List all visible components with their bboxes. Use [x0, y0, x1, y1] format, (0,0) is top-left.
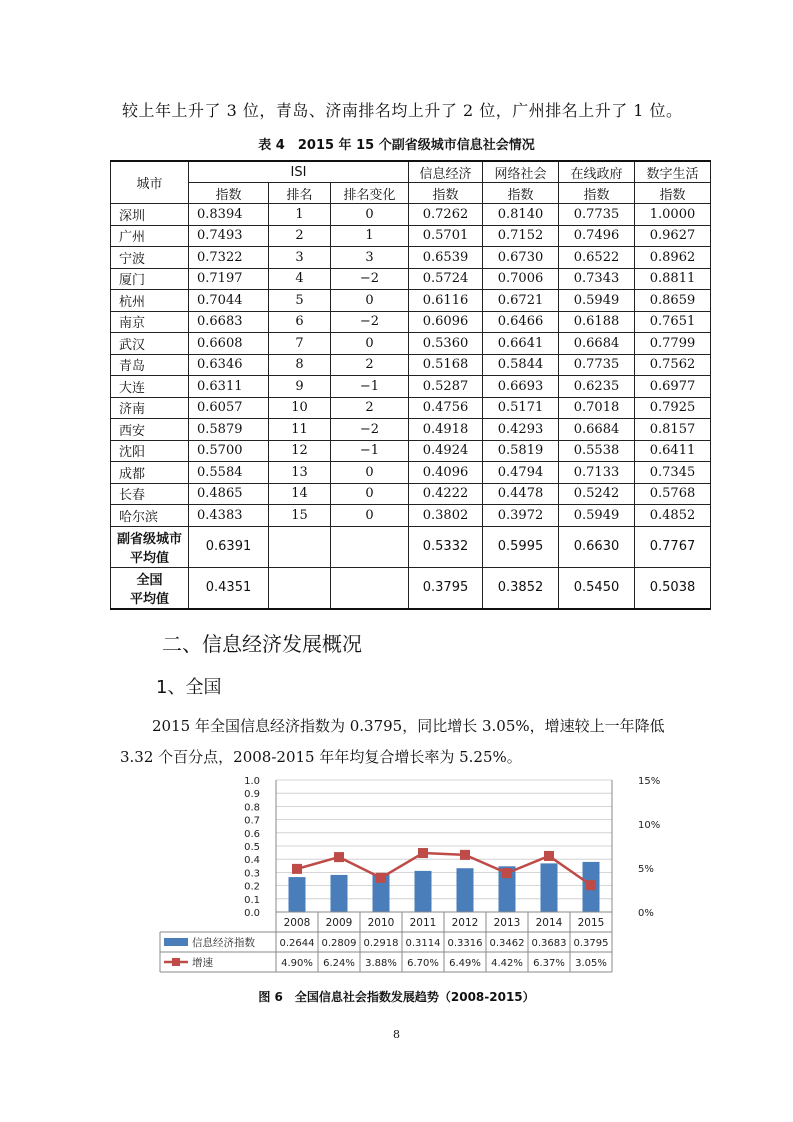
cell-change: −2	[331, 311, 409, 333]
right-tick-label: 10%	[638, 820, 661, 831]
avg-rank	[269, 526, 331, 567]
cell-life: 0.6411	[635, 440, 711, 462]
header-isi-rank: 排名	[269, 183, 331, 204]
growth-point	[544, 851, 554, 861]
cell-net: 0.5844	[483, 354, 559, 376]
cell-isi: 0.5700	[189, 440, 269, 462]
cell-life: 0.8811	[635, 268, 711, 290]
header-gov-1: 在线政府	[559, 161, 635, 183]
cell-isi: 0.7493	[189, 225, 269, 247]
cell-change: 3	[331, 247, 409, 269]
nat-net: 0.3852	[483, 567, 559, 609]
bar-value-label: 0.3114	[405, 938, 441, 949]
cell-net: 0.4293	[483, 419, 559, 441]
cell-isi: 0.6311	[189, 376, 269, 398]
cell-city: 杭州	[111, 290, 189, 312]
cell-econ: 0.7262	[409, 204, 483, 226]
cell-gov: 0.7735	[559, 354, 635, 376]
cell-city: 成都	[111, 462, 189, 484]
cell-city: 沈阳	[111, 440, 189, 462]
cell-gov: 0.7343	[559, 268, 635, 290]
cell-isi: 0.4383	[189, 505, 269, 527]
cell-isi: 0.6346	[189, 354, 269, 376]
cell-rank: 4	[269, 268, 331, 290]
cell-isi: 0.8394	[189, 204, 269, 226]
cell-net: 0.7006	[483, 268, 559, 290]
header-info-econ-1: 信息经济	[409, 161, 483, 183]
nat-isi: 0.4351	[189, 567, 269, 609]
cell-net: 0.4478	[483, 483, 559, 505]
bar-value-label: 0.3316	[447, 938, 483, 949]
cell-change: −2	[331, 419, 409, 441]
cell-life: 0.9627	[635, 225, 711, 247]
bar-value-label: 0.2644	[279, 938, 315, 949]
cell-change: 2	[331, 354, 409, 376]
nat-econ: 0.3795	[409, 567, 483, 609]
cell-econ: 0.5168	[409, 354, 483, 376]
cell-life: 0.7799	[635, 333, 711, 355]
header-city: 城市	[111, 161, 189, 204]
cell-life: 0.8157	[635, 419, 711, 441]
header-isi-rank-change: 排名变化	[331, 183, 409, 204]
left-tick-label: 0.9	[244, 789, 260, 801]
growth-point	[502, 868, 512, 878]
cell-change: −1	[331, 440, 409, 462]
category-label: 2012	[451, 917, 479, 929]
growth-point	[292, 864, 302, 874]
bar-value-label: 0.3795	[573, 938, 609, 949]
table-row	[111, 204, 711, 226]
category-label: 2009	[325, 917, 353, 929]
cell-rank: 7	[269, 333, 331, 355]
category-label: 2010	[367, 917, 395, 929]
cell-city: 宁波	[111, 247, 189, 269]
left-tick-label: 0.6	[244, 828, 260, 840]
left-tick-label: 0.2	[244, 881, 260, 893]
cell-change: 0	[331, 290, 409, 312]
left-tick-label: 0.7	[244, 815, 260, 827]
cell-city: 厦门	[111, 268, 189, 290]
cell-change: 0	[331, 505, 409, 527]
cell-isi: 0.6608	[189, 333, 269, 355]
cell-rank: 8	[269, 354, 331, 376]
cell-rank: 6	[269, 311, 331, 333]
growth-point	[376, 873, 386, 883]
avg-isi: 0.6391	[189, 526, 269, 567]
cell-life: 0.7925	[635, 397, 711, 419]
legend-key-bar	[164, 938, 188, 946]
left-tick-label: 1.0	[244, 776, 260, 787]
avg-label: 副省级城市 平均值	[111, 526, 189, 567]
table-caption: 表 4 2015 年 15 个副省级城市信息社会情况	[258, 138, 535, 153]
intro-text: 较上年上升了 3 位，青岛、济南排名均上升了 2 位，广州排名上升了 1 位。	[122, 101, 683, 120]
cell-net: 0.6641	[483, 333, 559, 355]
cell-gov: 0.7133	[559, 462, 635, 484]
cell-net: 0.6693	[483, 376, 559, 398]
bar-value-label: 0.2918	[363, 938, 399, 949]
legend-label-bar: 信息经济指数	[192, 937, 255, 949]
cell-life: 0.4852	[635, 505, 711, 527]
bar-value-label: 0.3462	[489, 938, 525, 949]
growth-point	[334, 852, 344, 862]
growth-value-label: 6.70%	[407, 958, 439, 969]
table-row-national-average	[111, 567, 711, 609]
left-tick-label: 0.4	[244, 855, 260, 867]
right-tick-label: 0%	[638, 908, 654, 919]
cell-gov: 0.5949	[559, 290, 635, 312]
header-isi-index: 指数	[189, 183, 269, 204]
cell-econ: 0.3802	[409, 505, 483, 527]
cell-gov: 0.6188	[559, 311, 635, 333]
header-life-1: 数字生活	[635, 161, 711, 183]
cell-city: 广州	[111, 225, 189, 247]
cell-econ: 0.5360	[409, 333, 483, 355]
cell-isi: 0.6683	[189, 311, 269, 333]
cell-change: 2	[331, 397, 409, 419]
cell-gov: 0.6522	[559, 247, 635, 269]
cell-life: 0.7345	[635, 462, 711, 484]
nat-life: 0.5038	[635, 567, 711, 609]
table-row	[111, 440, 711, 462]
table-row	[111, 505, 711, 527]
cell-econ: 0.4756	[409, 397, 483, 419]
table-row	[111, 311, 711, 333]
cell-rank: 2	[269, 225, 331, 247]
cell-city: 长春	[111, 483, 189, 505]
bar-value-label: 0.2809	[321, 938, 357, 949]
cell-rank: 1	[269, 204, 331, 226]
growth-value-label: 4.42%	[491, 958, 523, 969]
avg-net: 0.5995	[483, 526, 559, 567]
cell-rank: 14	[269, 483, 331, 505]
table-row	[111, 225, 711, 247]
cell-city: 南京	[111, 311, 189, 333]
cell-rank: 5	[269, 290, 331, 312]
section-heading: 二、信息经济发展概况	[162, 632, 362, 656]
category-label: 2008	[283, 917, 311, 929]
page-number: 8	[393, 1028, 400, 1041]
cell-gov: 0.7735	[559, 204, 635, 226]
left-tick-label: 0.8	[244, 802, 260, 814]
cell-isi: 0.4865	[189, 483, 269, 505]
growth-point	[460, 850, 470, 860]
cell-econ: 0.4096	[409, 462, 483, 484]
table-row	[111, 483, 711, 505]
category-label: 2014	[535, 917, 563, 929]
header-network-1: 网络社会	[483, 161, 559, 183]
growth-value-label: 6.24%	[323, 958, 355, 969]
table-row	[111, 462, 711, 484]
category-label: 2013	[493, 917, 521, 929]
left-tick-label: 0.0	[244, 908, 260, 919]
header-network-2: 指数	[483, 183, 559, 204]
header-gov-2: 指数	[559, 183, 635, 204]
cell-change: −1	[331, 376, 409, 398]
left-tick-label: 0.5	[244, 842, 260, 853]
cell-city: 深圳	[111, 204, 189, 226]
cell-net: 0.3972	[483, 505, 559, 527]
cell-econ: 0.6539	[409, 247, 483, 269]
table-row	[111, 354, 711, 376]
legend-key-marker	[172, 958, 180, 966]
table-row	[111, 247, 711, 269]
table-row	[111, 333, 711, 355]
cell-net: 0.6730	[483, 247, 559, 269]
cell-change: 0	[331, 483, 409, 505]
table-row	[111, 376, 711, 398]
cell-rank: 9	[269, 376, 331, 398]
growth-value-label: 6.49%	[449, 958, 481, 969]
figure-caption: 图 6 全国信息社会指数发展趋势（2008-2015）	[258, 990, 535, 1004]
header-info-econ-2: 指数	[409, 183, 483, 204]
cell-city: 青岛	[111, 354, 189, 376]
cell-life: 0.8962	[635, 247, 711, 269]
nat-rank	[269, 567, 331, 609]
cell-net: 0.8140	[483, 204, 559, 226]
cell-rank: 3	[269, 247, 331, 269]
growth-value-label: 3.88%	[365, 958, 397, 969]
cell-isi: 0.6057	[189, 397, 269, 419]
growth-value-label: 3.05%	[575, 958, 607, 969]
cell-gov: 0.6684	[559, 333, 635, 355]
left-tick-label: 0.3	[244, 868, 260, 880]
cell-city: 武汉	[111, 333, 189, 355]
cell-city: 西安	[111, 419, 189, 441]
bar	[289, 877, 306, 912]
cell-gov: 0.7496	[559, 225, 635, 247]
cell-net: 0.4794	[483, 462, 559, 484]
cell-econ: 0.5701	[409, 225, 483, 247]
info-economy-chart	[160, 770, 661, 980]
cell-city: 大连	[111, 376, 189, 398]
category-label: 2011	[409, 917, 437, 929]
cell-life: 0.7651	[635, 311, 711, 333]
table-row	[111, 268, 711, 290]
paragraph-line-1: 2015 年全国信息经济指数为 0.3795，同比增长 3.05%，增速较上一年降低	[152, 717, 665, 735]
bar	[331, 875, 348, 912]
cell-econ: 0.6116	[409, 290, 483, 312]
cell-life: 0.8659	[635, 290, 711, 312]
cell-econ: 0.4222	[409, 483, 483, 505]
nat-label: 全国 平均值	[111, 567, 189, 609]
cell-city: 哈尔滨	[111, 505, 189, 527]
nat-change	[331, 567, 409, 609]
cell-gov: 0.7018	[559, 397, 635, 419]
growth-value-label: 6.37%	[533, 958, 565, 969]
cell-rank: 11	[269, 419, 331, 441]
cell-city: 济南	[111, 397, 189, 419]
nat-gov: 0.5450	[559, 567, 635, 609]
cell-net: 0.6721	[483, 290, 559, 312]
cell-isi: 0.5879	[189, 419, 269, 441]
bar	[541, 863, 558, 912]
cell-life: 1.0000	[635, 204, 711, 226]
subsection-heading: 1、全国	[156, 677, 222, 698]
cell-net: 0.5171	[483, 397, 559, 419]
bar	[415, 871, 432, 912]
header-isi: ISI	[189, 161, 409, 183]
category-label: 2015	[577, 917, 605, 929]
paragraph-line-2: 3.32 个百分点，2008-2015 年年均复合增长率为 5.25%。	[120, 748, 522, 766]
cell-gov: 0.6235	[559, 376, 635, 398]
cell-rank: 10	[269, 397, 331, 419]
table-row	[111, 419, 711, 441]
avg-change	[331, 526, 409, 567]
header-life-2: 指数	[635, 183, 711, 204]
cell-econ: 0.5287	[409, 376, 483, 398]
cell-econ: 0.4918	[409, 419, 483, 441]
table-row	[111, 397, 711, 419]
table-row	[111, 290, 711, 312]
cell-isi: 0.7197	[189, 268, 269, 290]
avg-gov: 0.6630	[559, 526, 635, 567]
cell-econ: 0.5724	[409, 268, 483, 290]
cell-isi: 0.7044	[189, 290, 269, 312]
growth-point	[586, 880, 596, 890]
cell-rank: 12	[269, 440, 331, 462]
cell-change: 1	[331, 225, 409, 247]
cell-change: 0	[331, 333, 409, 355]
growth-value-label: 4.90%	[281, 958, 313, 969]
cell-gov: 0.5949	[559, 505, 635, 527]
cell-net: 0.7152	[483, 225, 559, 247]
cell-econ: 0.4924	[409, 440, 483, 462]
avg-econ: 0.5332	[409, 526, 483, 567]
cell-gov: 0.6684	[559, 419, 635, 441]
right-tick-label: 5%	[638, 864, 654, 875]
growth-point	[418, 848, 428, 858]
bar-value-label: 0.3683	[531, 938, 567, 949]
cell-net: 0.5819	[483, 440, 559, 462]
left-tick-label: 0.1	[244, 894, 260, 906]
cell-life: 0.6977	[635, 376, 711, 398]
legend-label-line: 增速	[192, 957, 213, 969]
right-tick-label: 15%	[638, 776, 661, 787]
cell-change: 0	[331, 204, 409, 226]
cell-isi: 0.5584	[189, 462, 269, 484]
cell-life: 0.7562	[635, 354, 711, 376]
cell-change: 0	[331, 462, 409, 484]
cell-rank: 13	[269, 462, 331, 484]
cell-rank: 15	[269, 505, 331, 527]
cell-gov: 0.5242	[559, 483, 635, 505]
table-row-sub-provincial-average	[111, 526, 711, 567]
cell-isi: 0.7322	[189, 247, 269, 269]
cell-gov: 0.5538	[559, 440, 635, 462]
cell-change: −2	[331, 268, 409, 290]
cell-life: 0.5768	[635, 483, 711, 505]
cell-econ: 0.6096	[409, 311, 483, 333]
cell-net: 0.6466	[483, 311, 559, 333]
bar	[457, 868, 474, 912]
city-info-society-table	[110, 160, 711, 610]
avg-life: 0.7767	[635, 526, 711, 567]
